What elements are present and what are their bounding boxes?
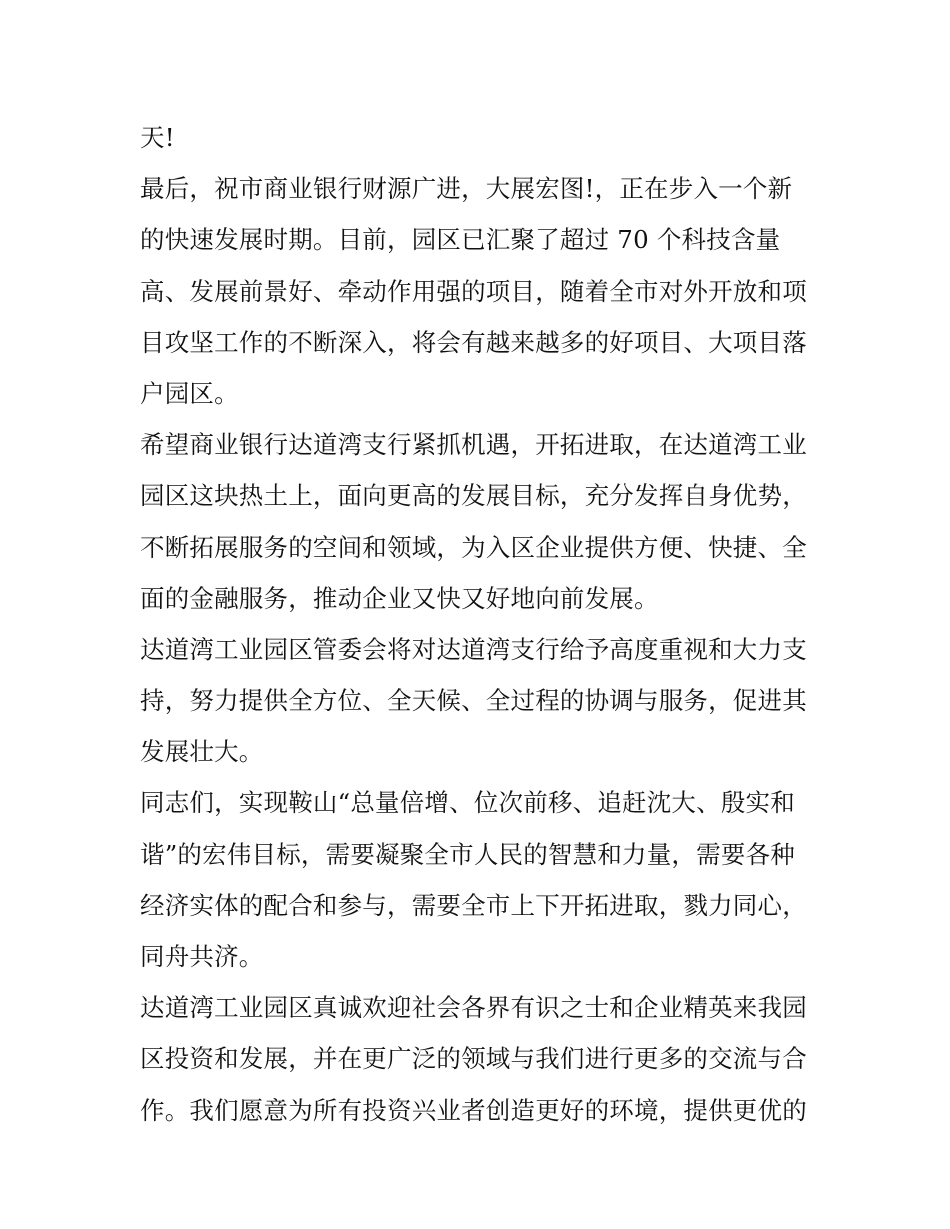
text-line: 谐”的宏伟目标，需要凝聚全市人民的智慧和力量，需要各种 <box>140 839 795 869</box>
text-line: 持，努力提供全方位、全天候、全过程的协调与服务，促进其 <box>140 686 807 716</box>
text-line: 不断拓展服务的空间和领域，为入区企业提供方便、快捷、全 <box>140 532 807 562</box>
text-line: 最后，祝市商业银行财源广进，大展宏图!，正在步入一个新 <box>140 174 793 204</box>
text-line: 目攻坚工作的不断深入，将会有越来越多的好项目、大项目落 <box>140 327 807 357</box>
text-line: 同舟共济。 <box>140 942 264 971</box>
text-line: 达道湾工业园区管委会将对达道湾支行给予高度重视和大力支 <box>140 634 807 664</box>
text-line: 作。我们愿意为所有投资兴业者创造更好的环境，提供更优的 <box>140 1095 807 1125</box>
text-line: 天! <box>140 123 175 152</box>
text-line: 经济实体的配合和参与，需要全市上下开拓进取，戮力同心， <box>140 890 807 920</box>
document-body <box>140 112 812 1136</box>
text-line: 同志们，实现鞍山“总量倍增、位次前移、追赶沈大、殷实和 <box>140 788 795 818</box>
text-line: 希望商业银行达道湾支行紧抓机遇，开拓进取，在达道湾工业 <box>140 430 807 460</box>
text-line: 园区这块热土上，面向更高的发展目标，充分发挥自身优势， <box>140 481 807 511</box>
text-line: 发展壮大。 <box>140 737 264 767</box>
text-line: 的快速发展时期。目前，园区已汇聚了超过 70 个科技含量 <box>140 225 781 255</box>
text-line: 区投资和发展，并在更广泛的领域与我们进行更多的交流与合 <box>140 1044 807 1074</box>
text-line: 达道湾工业园区真诚欢迎社会各界有识之士和企业精英来我园 <box>140 993 807 1023</box>
text-line: 高、发展前景好、牵动作用强的项目，随着全市对外开放和项 <box>140 276 807 306</box>
text-line: 户园区。 <box>140 378 239 408</box>
text-line: 面的金融服务，推动企业又快又好地向前发展。 <box>140 583 659 613</box>
